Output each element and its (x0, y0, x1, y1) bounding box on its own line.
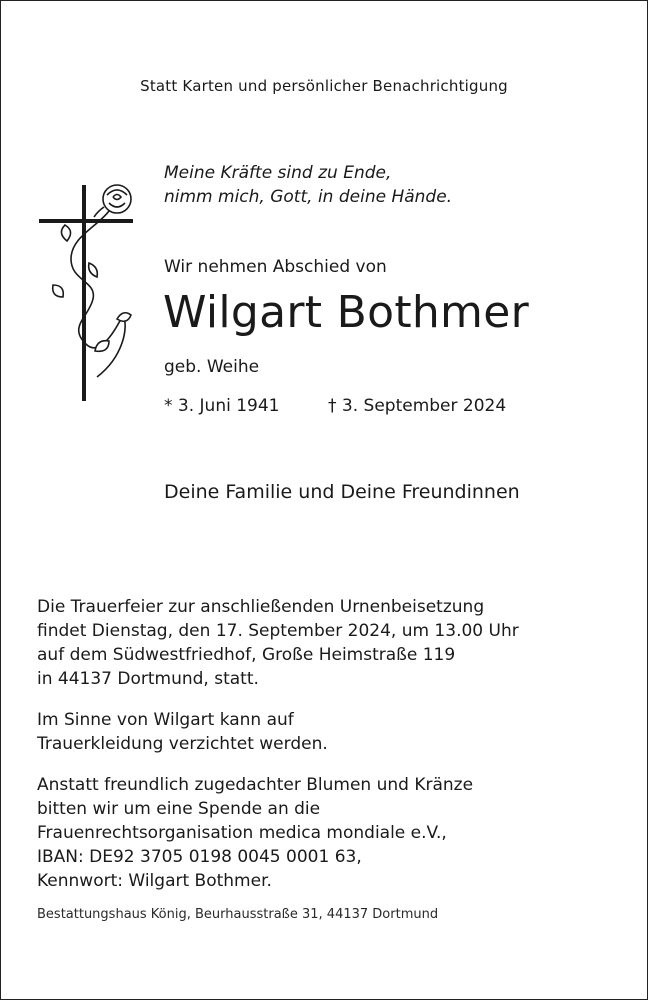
paragraph-line: bitten wir um eine Spende an die (37, 799, 321, 819)
undertaker-footer: Bestattungshaus König, Beurhausstraße 31, 44137 Dortmund (37, 907, 439, 922)
cross-with-rose-icon (37, 177, 137, 401)
attire-paragraph (37, 708, 328, 756)
paragraph-line: Im Sinne von Wilgart kann auf (37, 710, 294, 730)
paragraph-line: Trauerkleidung verzichtet werden. (37, 734, 328, 754)
notice-header: Statt Karten und persönlicher Benachrichtigung (140, 77, 508, 95)
paragraph-line: IBAN: DE92 3705 0198 0045 0001 63, (37, 847, 362, 867)
paragraph-line: Frauenrechtsorganisation medica mondiale e.V., (37, 823, 447, 843)
farewell-text: Wir nehmen Abschied von (164, 257, 387, 277)
paragraph-line: in 44137 Dortmund, statt. (37, 669, 259, 689)
maiden-name: geb. Weihe (164, 357, 260, 377)
verse (164, 161, 452, 209)
ceremony-paragraph (37, 595, 519, 691)
verse-line: nimm mich, Gott, in deine Hände. (164, 187, 453, 207)
mourners: Deine Familie und Deine Freundinnen (164, 481, 520, 503)
paragraph-line: Kennwort: Wilgart Bothmer. (37, 871, 272, 891)
death-date: † 3. September 2024 (328, 396, 507, 416)
paragraph-line: Die Trauerfeier zur anschließenden Urnenbeisetzung (37, 597, 485, 617)
birth-date: * 3. Juni 1941 (164, 396, 280, 416)
verse-line: Meine Kräfte sind zu Ende, (164, 163, 392, 183)
deceased-name: Wilgart Bothmer (163, 287, 529, 338)
paragraph-line: Anstatt freundlich zugedachter Blumen und Kränze (37, 775, 474, 795)
donation-paragraph (37, 773, 473, 893)
paragraph-line: findet Dienstag, den 17. September 2024, um 13.00 Uhr (37, 621, 519, 641)
paragraph-line: auf dem Südwestfriedhof, Große Heimstraße 119 (37, 645, 456, 665)
